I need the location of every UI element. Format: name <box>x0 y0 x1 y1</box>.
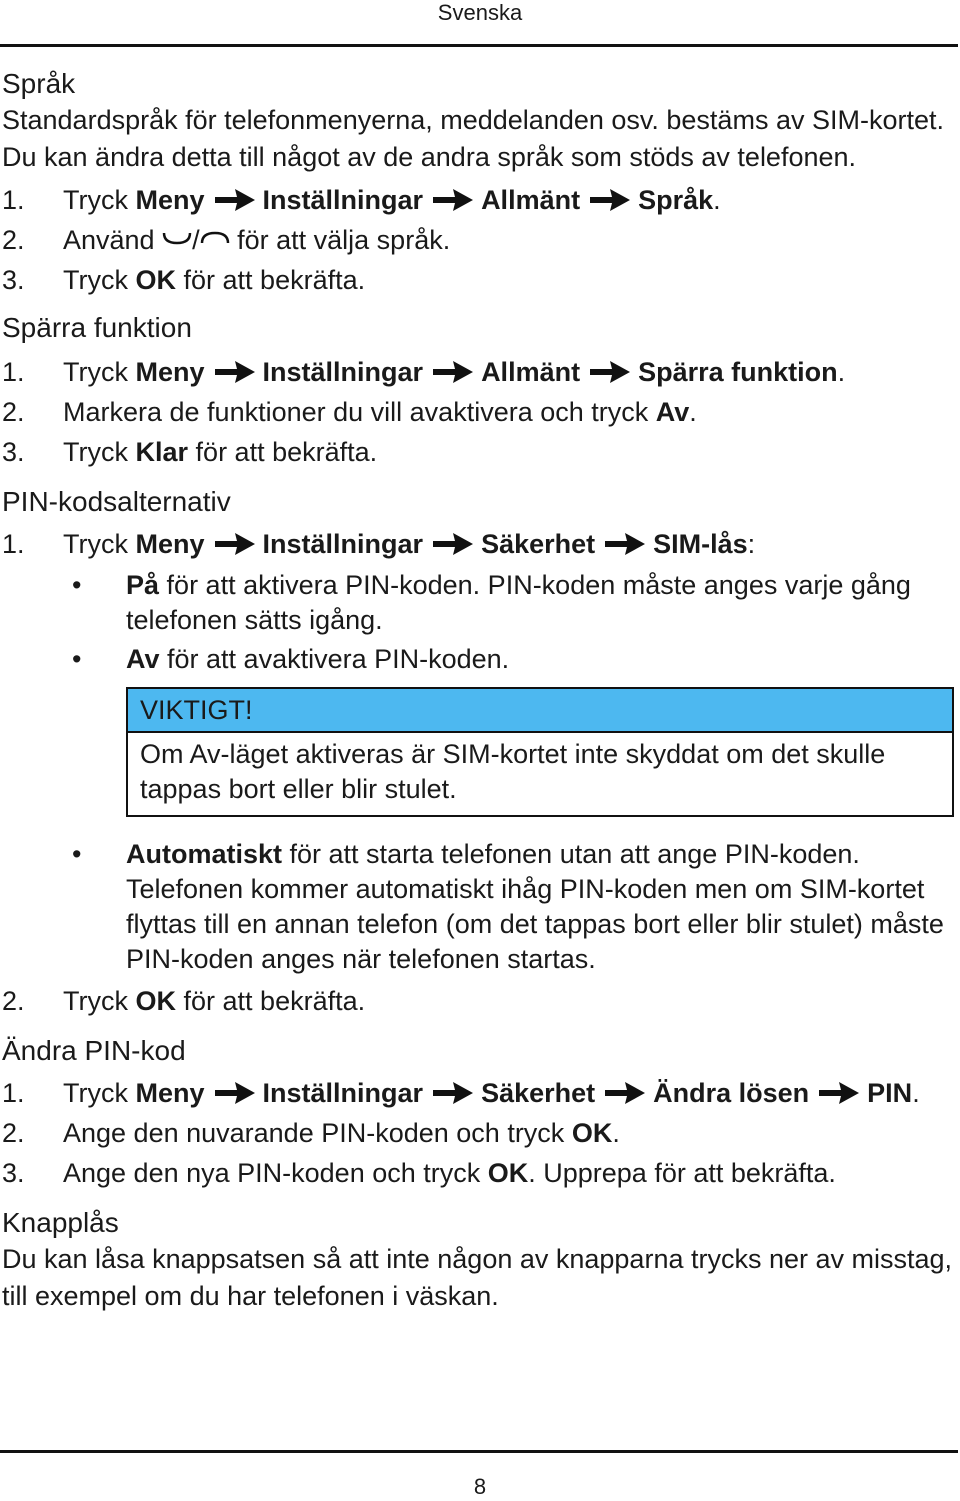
step-number: 3. <box>2 437 25 467</box>
option-text: för att starta telefonen utan att ange PIN-koden. Telefonen kommer automatiskt ihåg PIN-koden men om SIM-kortet flyttas till en annan telefon (om det tappas bort eller blir stulet) måste PIN-koden anges när telefonen startas. <box>126 839 944 974</box>
arrow-right-icon <box>213 360 257 384</box>
language-intro: Standardspråk för telefonmenyerna, meddelanden osv. bestäms av SIM-kortet. Du kan ändra detta till något av de andra språk som stöds av telefonen. <box>2 105 944 172</box>
step-number: 2. <box>2 225 25 255</box>
arrow-right-icon <box>603 532 647 556</box>
arrow-right-icon <box>817 1081 861 1105</box>
section-block-function <box>2 310 954 472</box>
key-label: Klar <box>135 437 189 467</box>
arrow-right-icon <box>588 360 632 384</box>
menu-path-item: Säkerhet <box>481 1078 596 1108</box>
important-note-heading: VIKTIGT! <box>128 689 952 733</box>
arrow-right-icon <box>431 360 475 384</box>
option-label: Av <box>126 644 160 674</box>
step-text: . Upprepa för att bekräfta. <box>528 1158 836 1188</box>
list-item <box>2 1153 954 1193</box>
step-number: 3. <box>2 265 25 295</box>
keylock-text: Du kan låsa knappsatsen så att inte någon av knapparna trycks ner av misstag, till exempel om du har telefonen i väskan. <box>2 1244 953 1311</box>
step-text: Tryck <box>63 986 128 1016</box>
step-text: för att bekräfta. <box>195 437 378 467</box>
step-text: / <box>192 225 200 255</box>
option-label: På <box>126 570 160 600</box>
pin-options-steps <box>2 524 954 564</box>
key-label: Av <box>655 397 690 427</box>
step-text: Ange den nuvarande PIN-koden och tryck <box>63 1118 565 1148</box>
list-item <box>2 392 954 432</box>
step-number: 1. <box>2 1078 25 1108</box>
nav-up-key-icon <box>200 231 230 245</box>
step-text: Markera de funktioner du vill avaktivera och tryck <box>63 397 649 427</box>
step-text: Tryck <box>63 357 128 387</box>
bullet-icon: • <box>72 644 82 674</box>
section-title-block-function: Spärra funktion <box>2 312 192 343</box>
language-steps <box>2 180 954 300</box>
list-item <box>2 1113 954 1153</box>
list-item <box>2 1073 954 1113</box>
step-text: Tryck <box>63 437 128 467</box>
pin-option-list-2 <box>2 837 954 977</box>
step-text: Använd <box>63 225 155 255</box>
arrow-right-icon <box>213 1081 257 1105</box>
step-text: . <box>713 185 721 215</box>
list-item <box>2 837 954 977</box>
arrow-right-icon <box>213 188 257 212</box>
pin-option-list <box>2 568 954 677</box>
step-text: : <box>747 529 756 559</box>
important-note-body: Om Av-läget aktiveras är SIM-kortet inte skyddat om det skulle tappas bort eller blir stulet. <box>140 739 886 804</box>
arrow-right-icon <box>603 1081 647 1105</box>
step-text: . <box>689 397 697 427</box>
step-number: 2. <box>2 397 25 427</box>
menu-path-item: Inställningar <box>262 529 424 559</box>
menu-path-item: Meny <box>135 357 205 387</box>
section-language <box>2 66 954 300</box>
step-text: för att välja språk. <box>237 225 451 255</box>
step-text: Tryck <box>63 185 128 215</box>
menu-path-item: Meny <box>135 185 205 215</box>
key-label: OK <box>135 265 176 295</box>
step-number: 1. <box>2 357 25 387</box>
key-label: OK <box>135 986 176 1016</box>
list-item <box>2 352 954 392</box>
section-title-pin-options: PIN-kodsalternativ <box>2 486 231 517</box>
menu-path-item: Spärra funktion <box>638 357 838 387</box>
section-title-keylock: Knapplås <box>2 1207 119 1238</box>
step-number: 2. <box>2 986 25 1016</box>
footer-divider <box>0 1450 958 1453</box>
section-pin-options <box>2 484 954 1021</box>
step-text: för att bekräfta. <box>183 265 366 295</box>
key-label: OK <box>487 1158 529 1188</box>
list-item <box>2 260 954 300</box>
step-text: Tryck <box>63 1078 128 1108</box>
step-text: . <box>837 357 846 387</box>
step-text: . <box>612 1118 620 1148</box>
section-change-pin <box>2 1033 954 1193</box>
arrow-right-icon <box>431 188 475 212</box>
list-item <box>2 180 954 220</box>
step-text: Tryck <box>63 265 128 295</box>
arrow-right-icon <box>431 532 475 556</box>
section-title-change-pin: Ändra PIN-kod <box>2 1035 186 1066</box>
menu-path-item: Meny <box>135 1078 205 1108</box>
page-number: 8 <box>473 1474 487 1499</box>
menu-path-item: Ändra lösen <box>653 1078 810 1108</box>
step-number: 3. <box>2 1158 25 1188</box>
option-text: för att avaktivera PIN-koden. <box>167 644 510 674</box>
option-label: Automatiskt <box>126 839 283 869</box>
list-item <box>2 981 954 1021</box>
nav-down-key-icon <box>162 231 192 245</box>
section-keylock <box>2 1205 954 1315</box>
key-label: OK <box>571 1118 613 1148</box>
menu-path-item: PIN <box>867 1078 913 1108</box>
list-item <box>2 432 954 472</box>
list-item <box>2 524 954 564</box>
step-text: för att bekräfta. <box>183 986 366 1016</box>
list-item <box>2 642 954 677</box>
pin-options-steps-2 <box>2 981 954 1021</box>
section-title-language: Språk <box>2 68 76 99</box>
list-item <box>2 568 954 638</box>
arrow-right-icon <box>431 1081 475 1105</box>
option-text: för att aktivera PIN-koden. PIN-koden måste anges varje gång telefonen sätts igång. <box>126 570 911 635</box>
header-language: Svenska <box>437 0 523 25</box>
arrow-right-icon <box>588 188 632 212</box>
header-divider <box>0 44 958 47</box>
menu-path-item: SIM-lås <box>653 529 748 559</box>
bullet-icon: • <box>72 839 82 869</box>
menu-path-item: Meny <box>135 529 205 559</box>
step-number: 1. <box>2 529 25 559</box>
menu-path-item: Allmänt <box>481 185 581 215</box>
important-note <box>126 687 954 817</box>
menu-path-item: Språk <box>638 185 714 215</box>
change-pin-steps <box>2 1073 954 1193</box>
step-text: Tryck <box>63 529 128 559</box>
menu-path-item: Allmänt <box>481 357 581 387</box>
step-text: Ange den nya PIN-koden och tryck <box>63 1158 481 1188</box>
step-number: 1. <box>2 185 25 215</box>
list-item <box>2 220 954 260</box>
menu-path-item: Inställningar <box>262 1078 424 1108</box>
step-text: . <box>912 1078 920 1108</box>
step-number: 2. <box>2 1118 25 1148</box>
menu-path-item: Säkerhet <box>481 529 596 559</box>
arrow-right-icon <box>213 532 257 556</box>
bullet-icon: • <box>72 570 82 600</box>
menu-path-item: Inställningar <box>262 185 424 215</box>
block-function-steps <box>2 352 954 472</box>
menu-path-item: Inställningar <box>262 357 424 387</box>
page-content <box>2 66 954 1315</box>
